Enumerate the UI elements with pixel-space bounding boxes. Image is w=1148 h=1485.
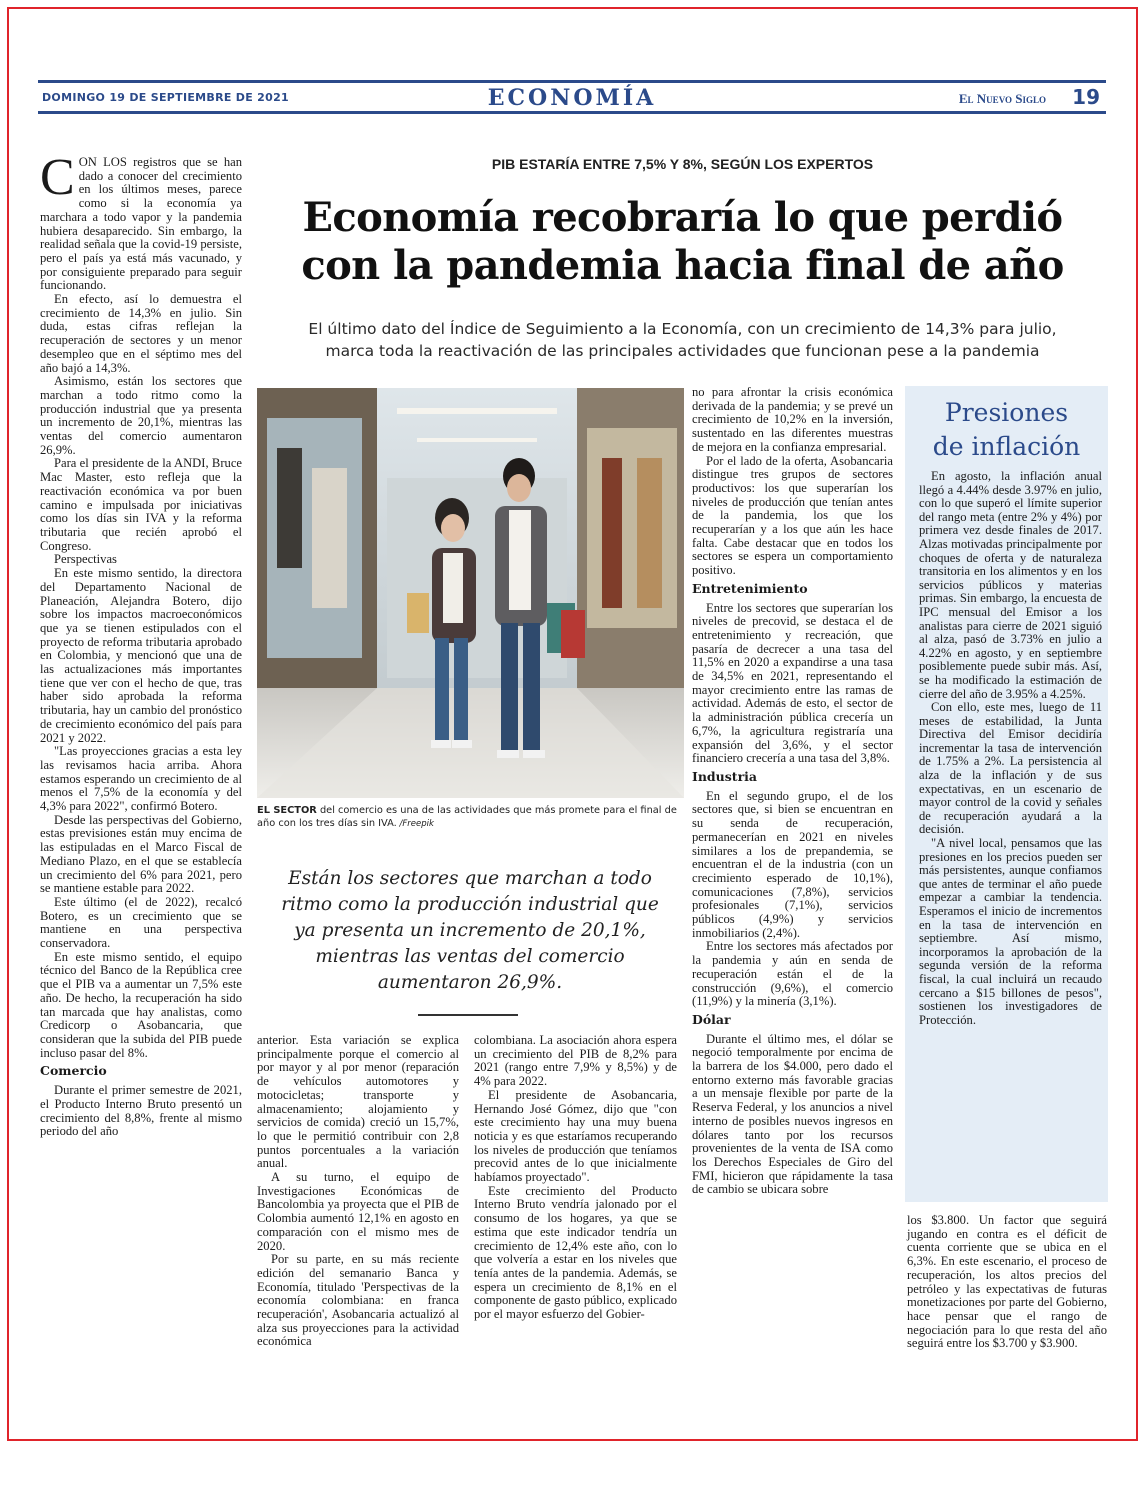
paragraph: los $3.800. Un factor que seguirá jugando en contra es el déficit de cuenta corriente que se ubica en el 6,3%. En este escenario, el proceso de recuperación, los altos precios del petróleo y las expectativas de futuras monetizaciones por parte del Gobierno, hace pensar que el rango de negociación para lo que resta del año seguirá entre los $3.700 y $3.900. bbox=[907, 1213, 1107, 1351]
article-column-5 bbox=[907, 1214, 1107, 1351]
headline-line-1: Economía recobraría lo que perdió bbox=[302, 194, 1063, 241]
shopping-mall-photo-illustration bbox=[257, 388, 684, 798]
paragraph: En agosto, la inflación anual llegó a 4.44% desde 3.97% en julio, con lo que superó el límite superior del rango meta (entre 2% y 4%) por primera vez desde finales de 2017. Alzas motivadas principalmente por choques de oferta y de naturaleza transitoria en los alimentos y en los servicios públicos y materias primas. Sin embargo, la encuesta de IPC mensual del Emisor a los analistas para cierre de 2021 siguió al alza, pasó de 3.73% en julio a 4.22% en agosto, y en septiembre posiblemente puede subir más. Así, se ha modificado la estimación de cierre del año de 3.95% a 4.25%. bbox=[919, 469, 1102, 701]
paragraph: Durante el primer semestre de 2021, el Producto Interno Bruto presentó un crecimiento del 8,8%, frente al mismo periodo del año bbox=[40, 1083, 242, 1139]
subhead-entretenimiento: Entretenimiento bbox=[692, 580, 808, 596]
deck-line-1: El último dato del Índice de Seguimiento a la Economía, con un crecimiento de 14,3% para julio, bbox=[308, 320, 1057, 338]
paragraph: El presidente de Asobancaria, Hernando José Gómez, dijo que "con este crecimiento hay una muy buena noticia y es que estaríamos recuperando los niveles de producción que teníamos precovid antes de lo que inicialmente habíamos proyectado". bbox=[474, 1087, 677, 1185]
article-column-4 bbox=[692, 386, 893, 1197]
paragraph: Para el presidente de la ANDI, Bruce Mac Master, esto refleja que la reactivación económica va por buen camino e impulsada por iniciativas como los días sin IVA y la reforma tributaria que recién aprobó el Congreso. bbox=[40, 456, 242, 553]
section-header-bar bbox=[38, 80, 1106, 114]
paragraph: colombiana. La asociación ahora espera un crecimiento del PIB de 8,2% para 2021 (rango entre 7,9% y 8,5%) y de 4% para 2022. bbox=[474, 1033, 677, 1089]
article-column-2 bbox=[257, 1034, 459, 1349]
deck-line-2: marca toda la reactivación de las principales actividades que funcionan pese a la pandemia bbox=[325, 342, 1040, 360]
paragraph: En este mismo sentido, la directora del Departamento Nacional de Planeación, Alejandra Botero, dijo sobre los impactos macroeconómicos que ya se tienen estipulados con el proyecto de reforma tributaria aprobado en Colombia, y mencionó que una de las actualizaciones más importantes tiene que ver con el hecho de que, tras haber sido aprobada la reforma tributaria, hay un cambio del pronóstico de crecimiento económico del país para 2021 y 2022. bbox=[40, 566, 242, 745]
photo-credit: /Freepik bbox=[396, 819, 434, 829]
paragraph: Durante el último mes, el dólar se negoció temporalmente por encima de la barrera de los $4.000, pero dado el entorno externo más favorable gracias a un mensaje flexible por parte de la Reserva Federal, y los anuncios a nivel interno de posibles nuevos ingresos en dólares tanto por los recursos provenientes de la venta de ISA como los Derechos Especiales de Giro del FMI, hicieron que rápidamente la tasa de cambio se ubicara sobre bbox=[692, 1031, 893, 1197]
paragraph: Entre los sectores más afectados por la pandemia y aún en senda de recuperación están el de la construcción (9,6%), el comercio (11,9%) y la minería (3,1%). bbox=[692, 939, 893, 1009]
paragraph: Entre los sectores que superarían los niveles de precovid, se destaca el de entretenimiento y recreación, que pasaría de decrecer a una tasa del 11,5% en 2020 a expandirse a una tasa de 34,5% en 2021, representando el mayor crecimiento entre las ramas de actividad. Además de esto, el sector de la administración pública crecería un 6,7%, la agricultura registraría una expansión del 3,6%, y el sector financiero crecería a una tasa del 3,8%. bbox=[692, 600, 893, 766]
subhead-perspectivas: Perspectivas bbox=[54, 552, 117, 567]
photo-caption bbox=[257, 804, 684, 831]
paragraph: Este crecimiento del Producto Interno Bruto vendría jalonado por el consumo de los hogares, ya que se estima que este indicador tendría un crecimiento de 12,4% este año, con lo que volvería a estar en los niveles que tenía antes de la pandemia. Además, se espera un crecimiento de 8,1% en el componente de gasto público, explicado por el mayor esfuerzo del Gobier- bbox=[474, 1183, 677, 1322]
subhead-industria: Industria bbox=[692, 768, 758, 784]
paragraph: "Las proyecciones gracias a esta ley las revisamos hacia arriba. Ahora estamos esperando un crecimiento de al menos el 7,5% de la economía y del 4,3% para 2022", confirmó Botero. bbox=[40, 744, 242, 814]
paragraph: Por el lado de la oferta, Asobancaria distingue tres grupos de sectores productivos: los que superarían los niveles de producción que tenían antes de la pandemia, los que los recuperarían y a los que aún les hace falta. Cabe destacar que en todos los sectores se espera un comportamiento positivo. bbox=[692, 453, 893, 578]
page-number: 19 bbox=[1072, 85, 1100, 109]
paragraph: "A nivel local, pensamos que las presiones en los precios pueden ser más persistentes, aunque confiamos que antes de terminar el año puede empezar a cambiar la tendencia. Esperamos el inicio de incrementos en la tasa de intervención en septiembre. Así mismo, incorporamos la aprobación de la segunda versión de la reforma fiscal, la cual incluirá un recaudo cercano a $15 billones de pesos", sostienen los investigadores de Protección. bbox=[919, 836, 1102, 1027]
sidebar-title bbox=[905, 396, 1108, 464]
drop-cap: C bbox=[40, 149, 75, 206]
article-column-1 bbox=[40, 149, 242, 1139]
sidebar-body bbox=[919, 470, 1102, 1027]
paragraph: Con ello, este mes, luego de 11 meses de estabilidad, la Junta Directiva del Emisor decidiría incrementar la tasa de intervención de 1.75% a 2%. La persistencia al alza de la inflación y de sus expectativas, en un escenario de mayor control de la covid y señales de recuperación ayudará a la decisión. bbox=[919, 700, 1102, 837]
article-photo bbox=[257, 388, 684, 798]
caption-lead: EL SECTOR bbox=[257, 805, 317, 816]
paragraph: Por su parte, en su más reciente edición del semanario Banca y Economía, titulado 'Perspectivas de la economía colombiana: en franca recuperación', Asobancaria actualizó al alza sus proyecciones para la actividad económica bbox=[257, 1252, 459, 1349]
sidebar-box bbox=[905, 386, 1108, 1202]
caption-text: del comercio es una de las actividades que más promete para el final de año con los tres días sin IVA. bbox=[257, 805, 677, 829]
lead-paragraph: CON LOS registros que se han dado a conocer del crecimiento en los últimos meses, parece como si la economía ya marchara a todo vapor y la pandemia hubiera desaparecido. Sin embargo, la realidad señala que la covid-19 persiste, pero el país ya está más vacunado, y por consiguiente preparado para seguir funcionando. bbox=[40, 149, 242, 293]
newspaper-name: El Nuevo Siglo bbox=[958, 91, 1046, 106]
headline-line-2: con la pandemia hacia final de año bbox=[301, 242, 1064, 289]
paragraph: anterior. Esta variación se explica principalmente porque el comercio al por mayor y al por menor (reparación de vehículos automotores y motocicletas; transporte y almacenamiento; alojamiento y servicios de comida) creció un 15,7%, lo que le permitió contribuir con 2,8 puntos porcentuales a la variación anual. bbox=[257, 1033, 459, 1171]
issue-date: DOMINGO 19 DE SEPTIEMBRE DE 2021 bbox=[42, 91, 289, 104]
subhead-dolar: Dólar bbox=[692, 1011, 731, 1027]
article-column-3 bbox=[474, 1034, 677, 1322]
paragraph: A su turno, el equipo de Investigaciones Económicas de Bancolombia ya proyecta que el PIB de Colombia aumentó 12,1% en agosto en comparación con el mismo mes de 2020. bbox=[257, 1170, 459, 1253]
sidebar-title-line-1: Presiones bbox=[944, 398, 1069, 427]
paragraph: En este mismo sentido, el equipo técnico del Banco de la República cree que el PIB va a aumentar un 7,5% este año. De hecho, la recuperación ha sido tan marcada que hay analistas, como Credicorp o Asobancaria, que consideran que la subida del PIB puede incluso pasar del 8%. bbox=[40, 949, 242, 1060]
article-headline bbox=[260, 194, 1105, 290]
article-deck bbox=[260, 318, 1105, 362]
article-kicker: PIB ESTARÍA ENTRE 7,5% Y 8%, SEGÚN LOS EXPERTOS bbox=[491, 156, 874, 172]
paragraph: Asimismo, están los sectores que marchan a todo ritmo como la producción industrial que ya presenta un incremento de 20,1%, mientras las ventas del comercio aumentaron 26,9%. bbox=[40, 374, 242, 457]
paragraph: En el segundo grupo, el de los sectores que, si bien se encuentran en su senda de recuperación, permanecerían en 2021 en niveles similares a los de prepandemia, se encuentran el de la industria (con un crecimiento esperado de 10,1%), comunicaciones (7,8%), servicios profesionales (7,1%), servicios públicos (4,9%) y servicios inmobiliarios (2,4%). bbox=[692, 788, 893, 940]
pull-quote: Están los sectores que marchan a todo ritmo como la producción industrial que ya presenta un incremento de 20,1%, mientras las ventas del comercio aumentaron 26,9%. bbox=[281, 868, 659, 993]
pull-quote-rule bbox=[418, 1014, 518, 1016]
paragraph: Este último (el de 2022), recalcó Botero, es un crecimiento que se mantiene en una perspectiva conservadora. bbox=[40, 894, 242, 951]
paragraph: En efecto, así lo demuestra el crecimiento de 14,3% en julio. Sin duda, estas cifras reflejan la recuperación de sectores y un menor desempleo que en el séptimo mes del año bajó a 14,3%. bbox=[40, 292, 242, 375]
sidebar-title-line-2: de inflación bbox=[932, 432, 1081, 461]
paragraph: no para afrontar la crisis económica derivada de la pandemia; y se prevé un crecimiento de 10,2% en la inversión, sustentado en las diferentes muestras de mejora en la confianza empresarial. bbox=[692, 385, 893, 454]
paragraph: Desde las perspectivas del Gobierno, estas previsiones están muy encima de las estipuladas en el Marco Fiscal de Mediano Plazo, en el que se establecía un crecimiento del 6% para 2021, pero se mantiene estable para 2022. bbox=[40, 812, 242, 896]
section-title: ECONOMÍA bbox=[487, 85, 657, 111]
subhead-comercio: Comercio bbox=[40, 1063, 107, 1079]
